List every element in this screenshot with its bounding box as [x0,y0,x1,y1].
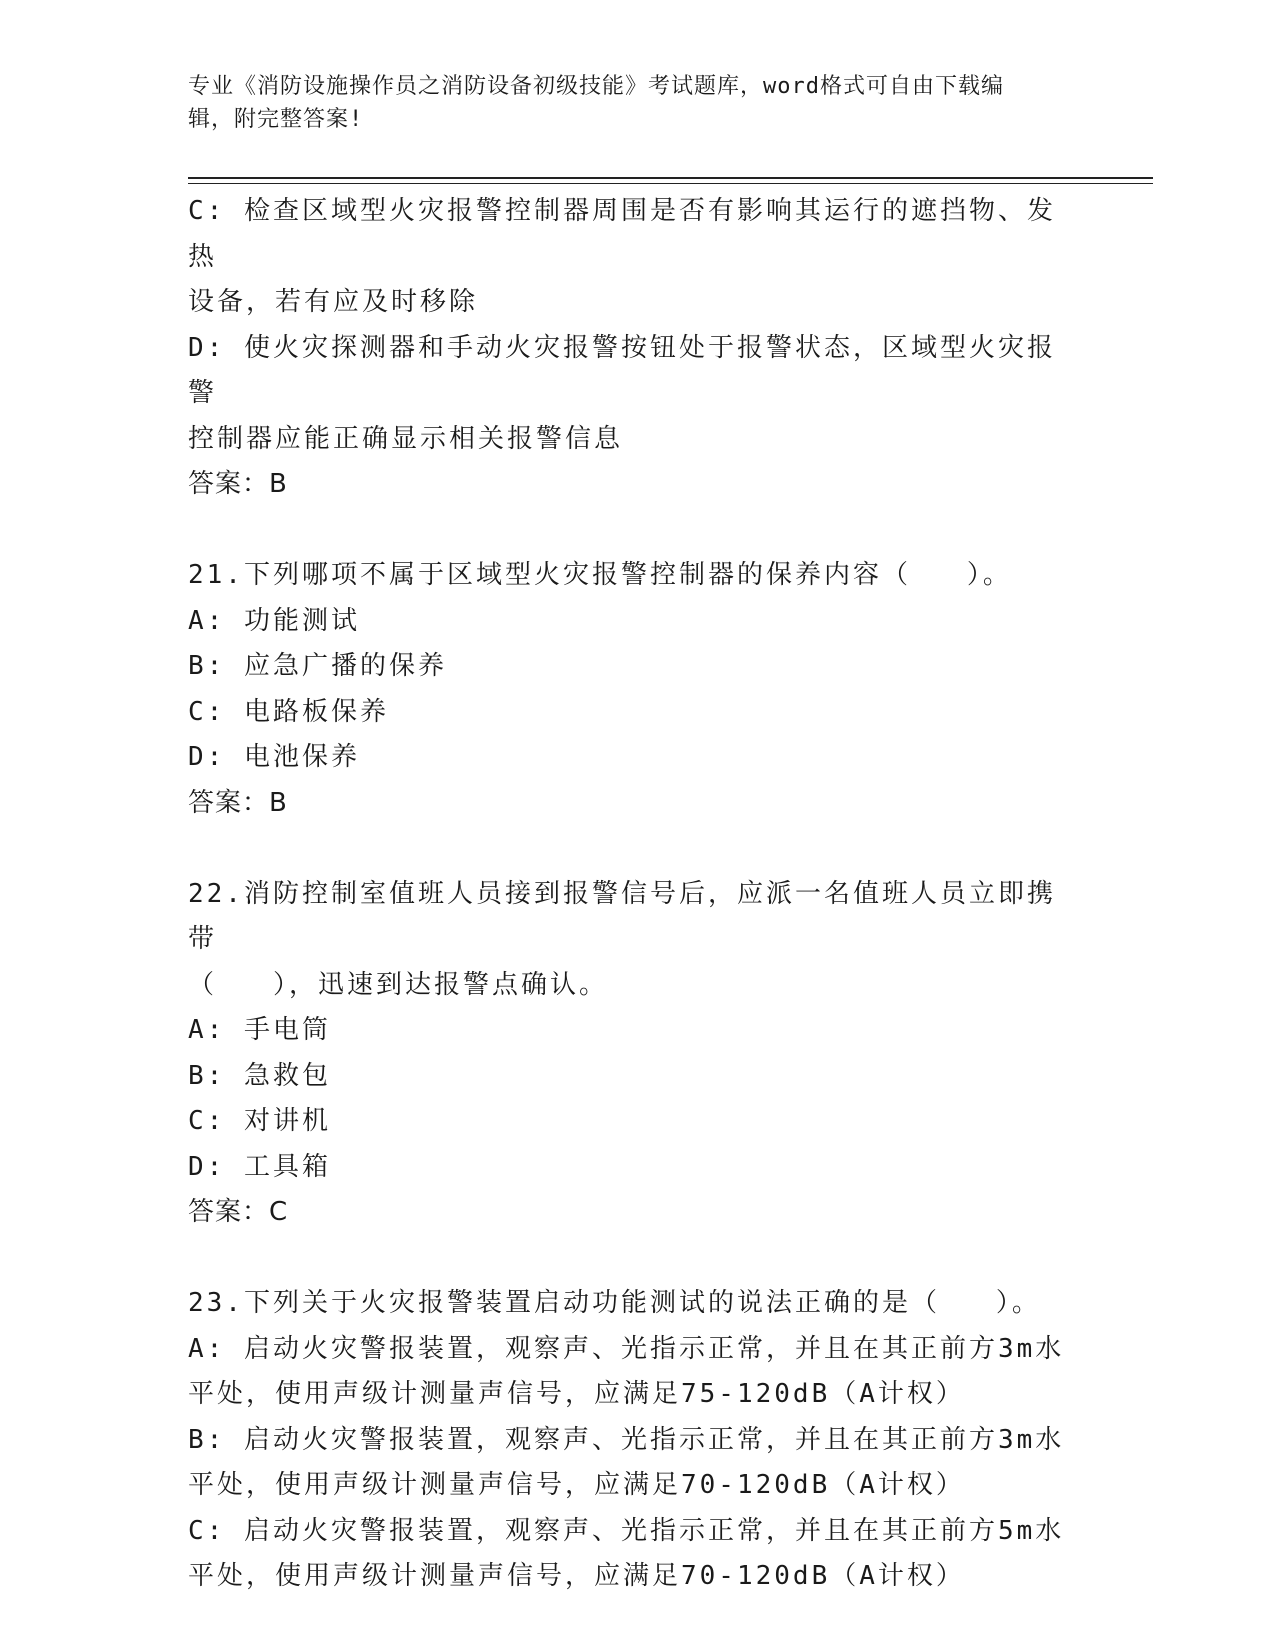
header-line-2: 辑，附完整答案! [188,107,364,132]
spacer [188,826,1068,872]
document-header [188,70,1068,136]
option-c: C: 对讲机 [188,1106,331,1136]
question-stem: 23.下列关于火灾报警装置启动功能测试的说法正确的是（ ）。 [188,1288,1041,1318]
option-b: B: 急救包 [188,1060,331,1091]
option-c-line-2: 平处，使用声级计测量声信号，应满足70-120dB（A计权） [188,1561,965,1591]
question-content [188,189,1068,1600]
option-a-line-2: 平处，使用声级计测量声信号，应满足75-120dB（A计权） [188,1379,965,1409]
question-23 [188,1281,1068,1600]
option-a: A: 功能测试 [188,605,360,636]
option-b-line-1: B: 启动火灾警报装置，观察声、光指示正常，并且在其正前方3m水 [188,1424,1065,1455]
option-b: B: 应急广播的保养 [188,651,447,681]
option-d-line-2: 控制器应能正确显示相关报警信息 [188,423,624,454]
question-stem: 21.下列哪项不属于区域型火灾报警控制器的保养内容（ ）。 [188,560,1012,590]
option-d-line-1: D: 使火灾探测器和手动火灾报警按钮处于报警状态，区域型火灾报警 [188,332,1056,408]
option-c-line-1: C: 检查区域型火灾报警控制器周围是否有影响其运行的遮挡物、发热 [188,196,1056,272]
question-21 [188,553,1068,826]
option-a-line-1: A: 启动火灾警报装置，观察声、光指示正常，并且在其正前方3m水 [188,1333,1065,1364]
header-line-1: 专业《消防设施操作员之消防设备初级技能》考试题库，word格式可自由下载编 [188,74,1004,99]
spacer [188,1236,1068,1282]
question-22 [188,872,1068,1236]
answer-line: 答案：C [188,1197,289,1227]
header-divider-thick [188,177,1153,179]
question-stem-line-1: 22.消防控制室值班人员接到报警信号后，应派一名值班人员立即携带 [188,878,1056,954]
question-20-continued [188,189,1068,508]
answer-line: 答案：B [188,787,288,818]
spacer [188,508,1068,554]
question-stem-line-2: （ ），迅速到达报警点确认。 [188,969,608,1000]
answer-line: 答案：B [188,469,288,499]
option-b-line-2: 平处，使用声级计测量声信号，应满足70-120dB（A计权） [188,1470,965,1500]
header-divider-thin [188,183,1153,184]
option-c-line-2: 设备，若有应及时移除 [188,287,479,317]
option-d: D: 电池保养 [188,742,360,772]
option-d: D: 工具箱 [188,1151,331,1182]
option-a: A: 手电筒 [188,1015,331,1045]
option-c-line-1: C: 启动火灾警报装置，观察声、光指示正常，并且在其正前方5m水 [188,1515,1065,1546]
option-c: C: 电路板保养 [188,696,389,727]
